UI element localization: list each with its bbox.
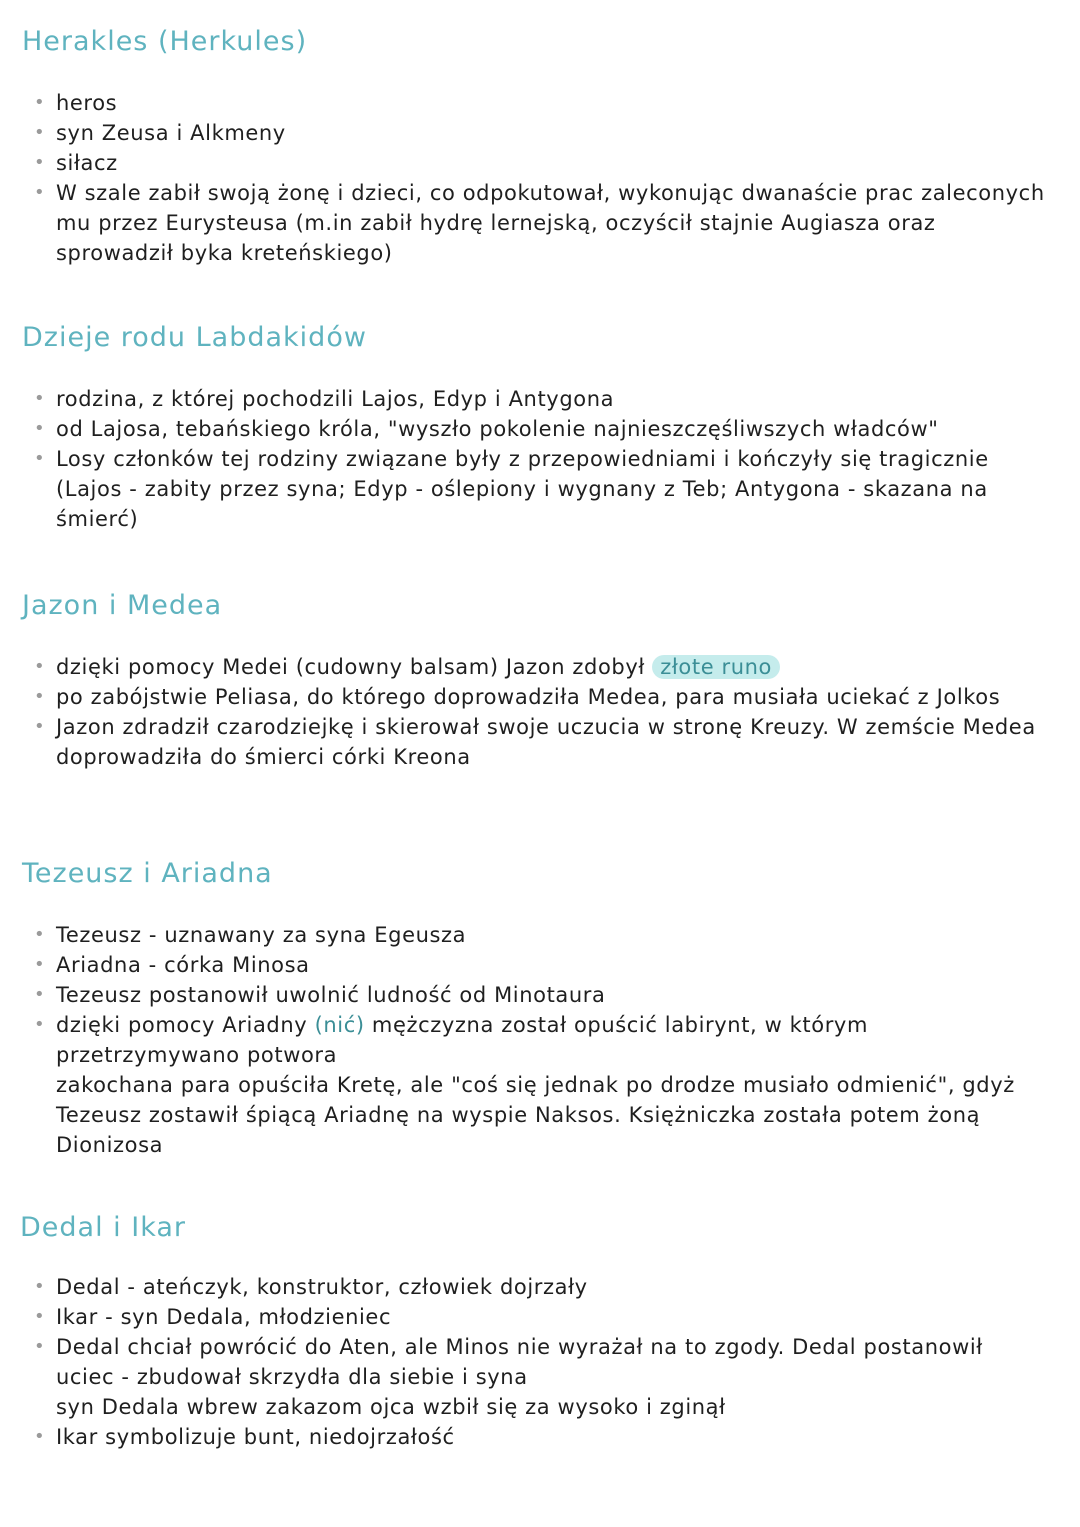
list-item: • Ariadna - córka Minosa: [30, 950, 1040, 980]
list-item-text: dzięki pomocy Ariadny: [56, 1013, 308, 1037]
highlight-marker: złote runo: [652, 655, 780, 679]
list-item: [30, 1010, 1040, 1070]
section-title: Tezeusz i Ariadna: [22, 858, 273, 889]
bullet-list: [30, 1272, 1040, 1452]
list-item: • Ikar symbolizuje bunt, niedojrzałość: [30, 1422, 1040, 1452]
section-title: Dzieje rodu Labdakidów: [22, 322, 367, 353]
list-item: • rodzina, z której pochodzili Lajos, Edyp i Antygona: [30, 384, 1040, 414]
list-item: • Jazon zdradził czarodziejkę i skierował swoje uczucia w stronę Kreuzy. W zemście Medea doprowadziła do śmierci córki Kreona: [30, 712, 1040, 772]
highlight-text: (nić): [314, 1013, 365, 1037]
bullet-list: [30, 920, 1040, 1160]
list-item: • Dedal chciał powrócić do Aten, ale Minos nie wyrażał na to zgody. Dedal postanowił uciec - zbudował skrzydła dla siebie i syna: [30, 1332, 1040, 1392]
section-title: Dedal i Ikar: [20, 1212, 187, 1243]
list-item: [30, 652, 1040, 682]
list-item: • Tezeusz - uznawany za syna Egeusza: [30, 920, 1040, 950]
section-title: Jazon i Medea: [22, 590, 223, 621]
list-item-text: mężczyzna został opuścić labirynt, w którym przetrzymywano potwora: [56, 1013, 869, 1067]
continuation-text: zakochana para opuściła Kretę, ale "coś się jednak po drodze musiało odmienić", gdyż Tezeusz zostawił śpiącą Ariadnę na wyspie Naksos. Księżniczka została potem żoną Dionizosa: [56, 1073, 1015, 1157]
list-item: • siłacz: [30, 148, 1050, 178]
list-item: • W szale zabił swoją żonę i dzieci, co odpokutował, wykonując dwanaście prac zaleconych mu przez Eurysteusa (m.in zabił hydrę lernejską, oczyścił stajnie Augiasza oraz sprowadził byka kreteńskiego): [30, 178, 1050, 268]
bullet-list: [30, 88, 1050, 268]
list-item: • syn Zeusa i Alkmeny: [30, 118, 1050, 148]
list-item: • heros: [30, 88, 1050, 118]
list-item: • Dedal - ateńczyk, konstruktor, człowiek dojrzały: [30, 1272, 1040, 1302]
list-item: • Losy członków tej rodziny związane były z przepowiedniami i kończyły się tragicznie (Lajos - zabity przez syna; Edyp - oślepiony i wygnany z Teb; Antygona - skazana na śmierć): [30, 444, 1040, 534]
section-title: Herakles (Herkules): [22, 26, 308, 57]
list-item-text: dzięki pomocy Medei (cudowny balsam) Jazon zdobył: [56, 655, 645, 679]
continuation-text: syn Dedala wbrew zakazom ojca wzbił się za wysoko i zginął: [56, 1395, 726, 1419]
list-item: • Ikar - syn Dedala, młodzieniec: [30, 1302, 1040, 1332]
bullet-list: [30, 652, 1040, 772]
bullet-list: [30, 384, 1040, 534]
list-item: • Tezeusz postanowił uwolnić ludność od Minotaura: [30, 980, 1040, 1010]
list-item: • po zabójstwie Peliasa, do którego doprowadziła Medea, para musiała uciekać z Jolkos: [30, 682, 1040, 712]
list-item: • od Lajosa, tebańskiego króla, "wyszło pokolenie najnieszczęśliwszych władców": [30, 414, 1040, 444]
